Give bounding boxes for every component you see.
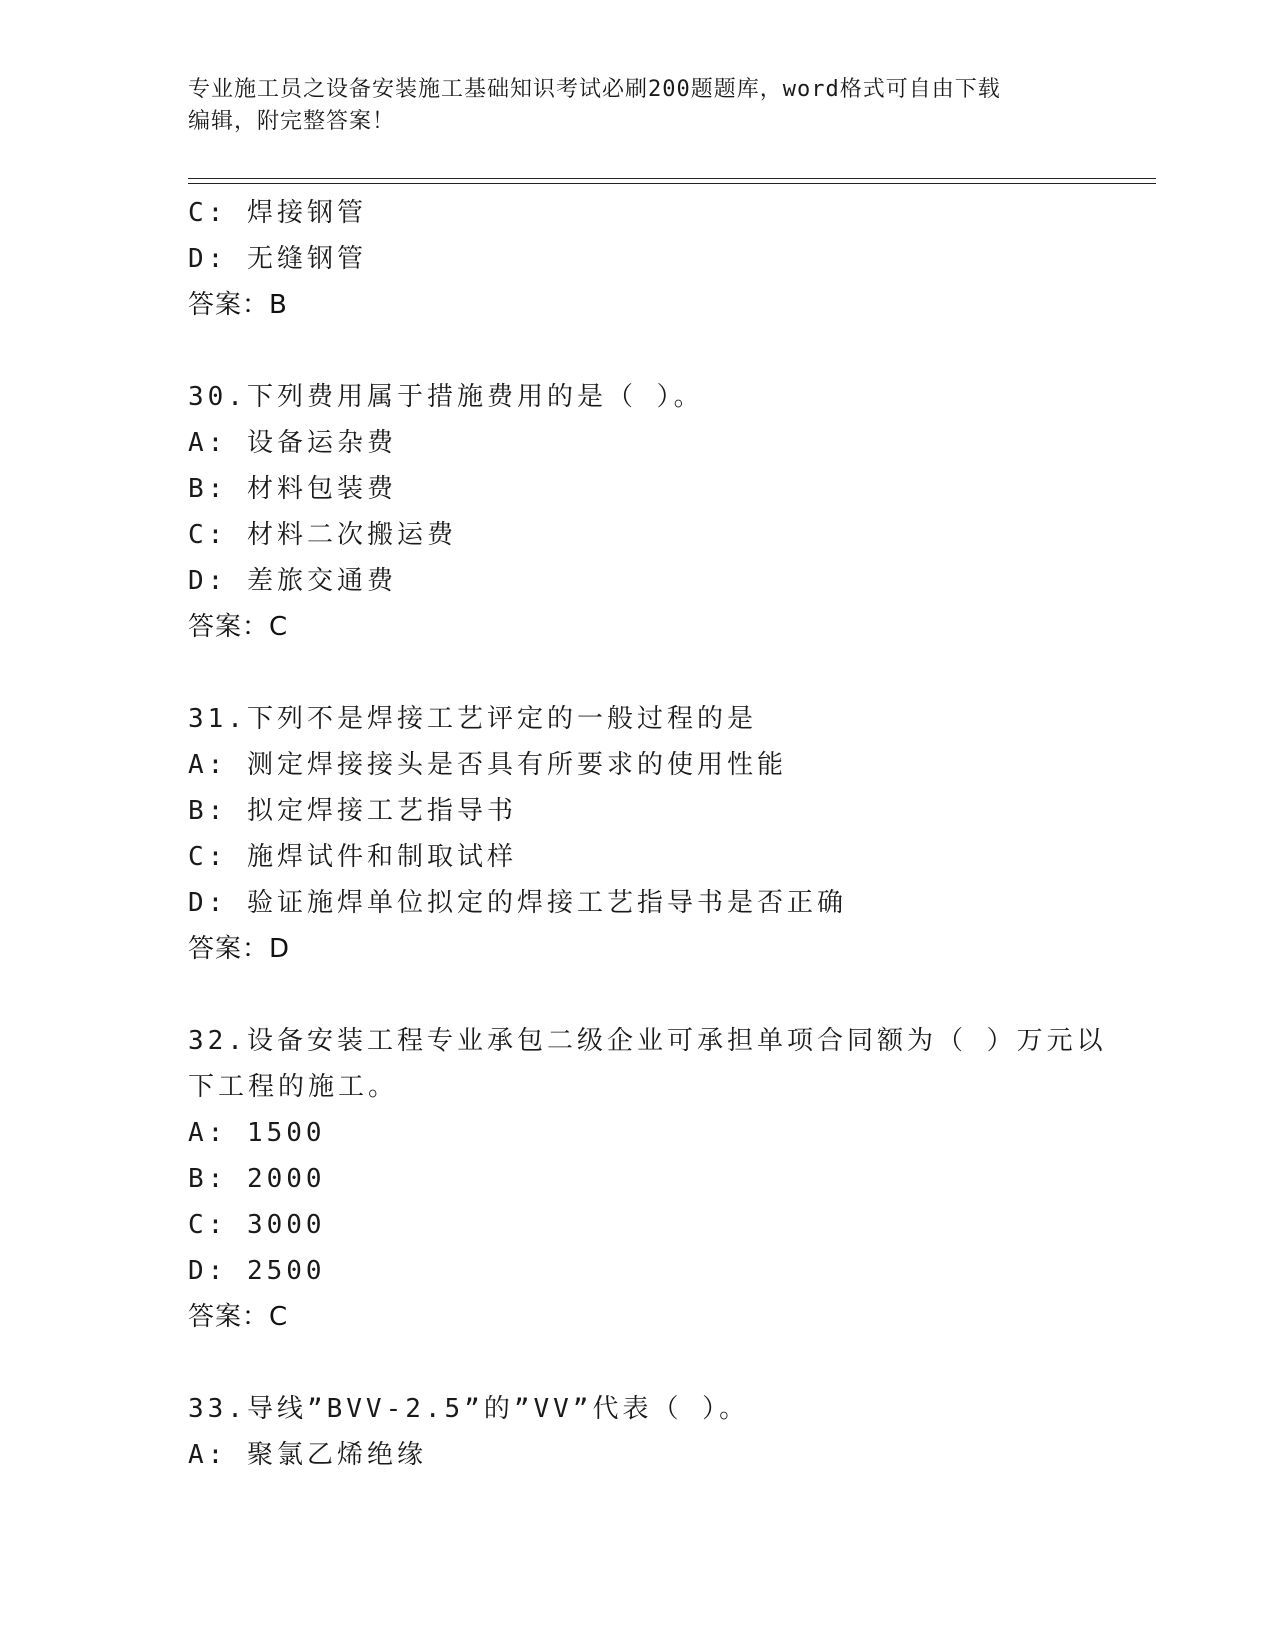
option-d: D: 验证施焊单位拟定的焊接工艺指导书是否正确: [188, 888, 847, 918]
option-c: C: 材料二次搬运费: [188, 520, 457, 550]
question-30: [188, 374, 1088, 650]
question-32: [188, 1018, 1107, 1340]
answer: 答案：C: [188, 612, 289, 642]
answer: 答案：B: [188, 290, 288, 320]
option-a: A: 设备运杂费: [188, 428, 397, 458]
option-c: C: 施焊试件和制取试样: [188, 842, 517, 872]
question-text-line-1: 32.设备安装工程专业承包二级企业可承担单项合同额为（ ）万元以: [188, 1026, 1107, 1056]
option-c: C: 焊接钢管: [188, 198, 367, 228]
spacer: [188, 328, 1088, 374]
question-text-line-2: 下工程的施工。: [188, 1072, 399, 1102]
spacer: [188, 1340, 1088, 1386]
option-b: B: 材料包装费: [188, 474, 397, 504]
option-a: A: 聚氯乙烯绝缘: [188, 1440, 427, 1470]
question-31: [188, 696, 1088, 972]
spacer: [188, 972, 1088, 1018]
question-text: 30.下列费用属于措施费用的是（ ）。: [188, 382, 704, 412]
answer: 答案：C: [188, 1302, 289, 1332]
option-d: D: 2500: [188, 1256, 326, 1286]
page-header: [188, 74, 1088, 138]
question-text: 33.导线”BVV-2.5”的”VV”代表（ ）。: [188, 1394, 750, 1424]
question-29-tail: [188, 190, 1088, 328]
option-b: B: 2000: [188, 1164, 326, 1194]
header-divider-bottom: [188, 183, 1156, 184]
question-33: [188, 1386, 1088, 1478]
option-a: A: 测定焊接接头是否具有所要求的使用性能: [188, 750, 787, 780]
option-b: B: 拟定焊接工艺指导书: [188, 796, 517, 826]
option-c: C: 3000: [188, 1210, 326, 1240]
option-d: D: 无缝钢管: [188, 244, 367, 274]
option-a: A: 1500: [188, 1118, 326, 1148]
header-title-line-1: 专业施工员之设备安装施工基础知识考试必刷200题题库，word格式可自由下载: [188, 77, 1001, 102]
question-list: [188, 190, 1107, 1478]
question-text: 31.下列不是焊接工艺评定的一般过程的是: [188, 704, 757, 734]
spacer: [188, 650, 1088, 696]
header-title-line-2: 编辑，附完整答案！: [188, 109, 396, 134]
header-divider-top: [188, 178, 1156, 179]
option-d: D: 差旅交通费: [188, 566, 397, 596]
answer: 答案：D: [188, 934, 291, 964]
